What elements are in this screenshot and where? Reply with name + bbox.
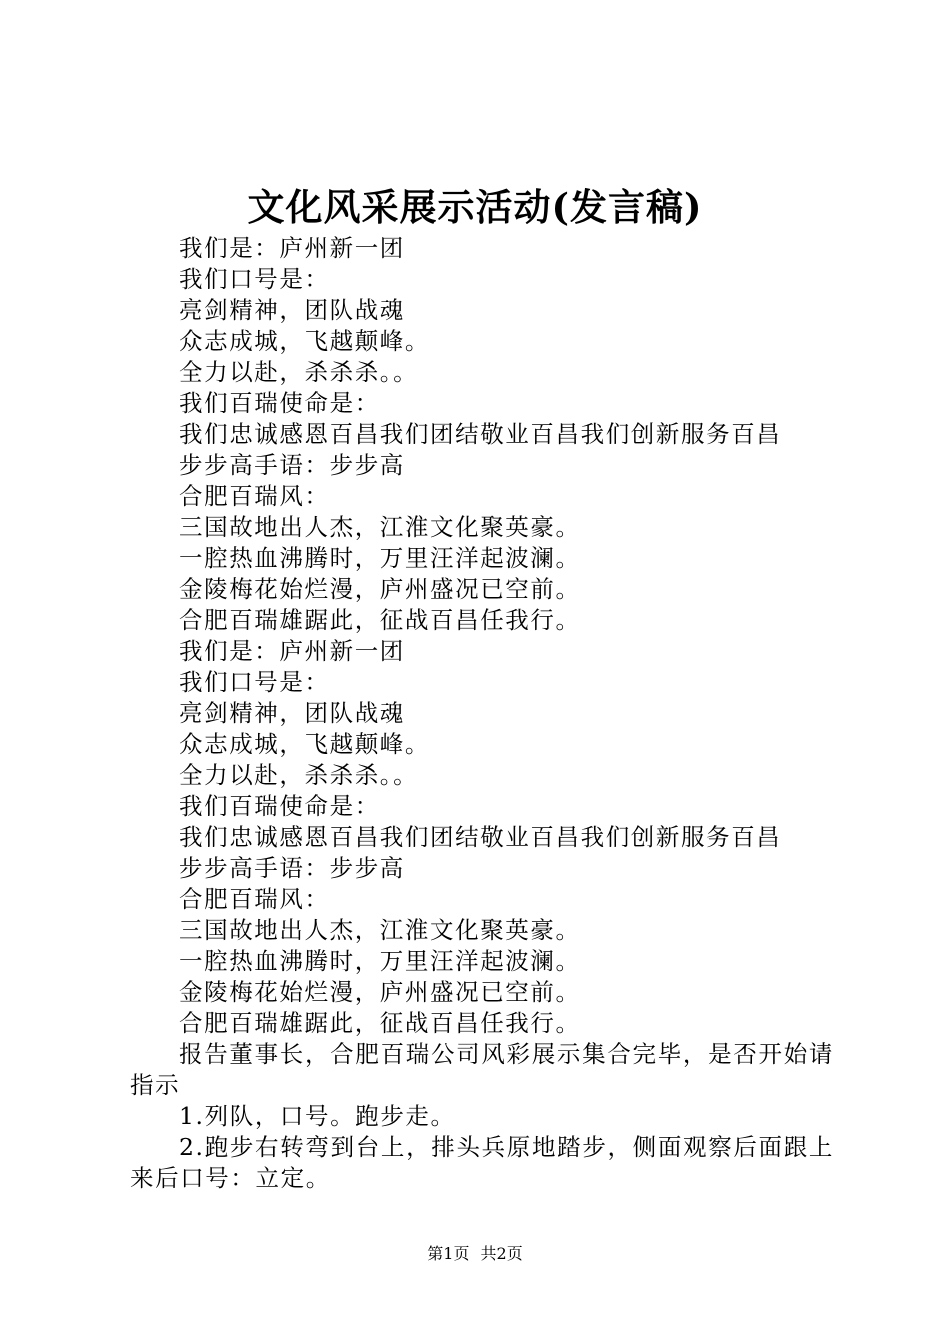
body-line: 亮剑精神，团队战魂	[179, 699, 405, 727]
body-line: 一腔热血沸腾时，万里汪洋起波澜。	[179, 947, 581, 975]
body-line: 合肥百瑞风：	[179, 482, 330, 510]
body-line: 我们是：庐州新一团	[179, 637, 405, 665]
body-line: 金陵梅花始烂漫，庐州盛况已空前。	[179, 575, 581, 603]
page-number: 第1页	[427, 1244, 470, 1263]
body-line: 全力以赴，杀杀杀。。	[179, 358, 419, 386]
body-paragraph: 报告董事长，合肥百瑞公司风彩展示集合完毕，是否开始请指示	[130, 1040, 834, 1099]
body-paragraph: 1.列队，口号。跑步走。	[179, 1102, 456, 1130]
page-footer	[0, 1242, 950, 1266]
body-paragraph: 2.跑步右转弯到台上，排头兵原地踏步，侧面观察后面跟上来后口号：立定。	[130, 1133, 834, 1192]
body-line: 我们忠诚感恩百昌我们团结敬业百昌我们创新服务百昌	[179, 823, 782, 851]
body-line: 我们口号是：	[179, 668, 330, 696]
body-line: 步步高手语：步步高	[179, 854, 405, 882]
body-line: 我们口号是：	[179, 265, 330, 293]
body-line: 众志成城，飞越颠峰。	[179, 730, 430, 758]
body-line: 众志成城，飞越颠峰。	[179, 327, 430, 355]
document-title: 文化风采展示活动(发言稿)	[247, 185, 703, 229]
body-line: 合肥百瑞雄踞此，征战百昌任我行。	[179, 1009, 581, 1037]
body-line: 三国故地出人杰，江淮文化聚英豪。	[179, 513, 581, 541]
body-line: 我们百瑞使命是：	[179, 792, 380, 820]
body-line: 我们百瑞使命是：	[179, 389, 380, 417]
body-line: 合肥百瑞风：	[179, 885, 330, 913]
body-line: 步步高手语：步步高	[179, 451, 405, 479]
body-line: 一腔热血沸腾时，万里汪洋起波澜。	[179, 544, 581, 572]
body-line: 全力以赴，杀杀杀。。	[179, 761, 419, 789]
page-total: 共2页	[480, 1244, 523, 1263]
body-line: 我们是：庐州新一团	[179, 234, 405, 262]
body-line: 金陵梅花始烂漫，庐州盛况已空前。	[179, 978, 581, 1006]
body-line: 合肥百瑞雄踞此，征战百昌任我行。	[179, 606, 581, 634]
body-line: 亮剑精神，团队战魂	[179, 296, 405, 324]
body-line: 三国故地出人杰，江淮文化聚英豪。	[179, 916, 581, 944]
document-body	[130, 233, 834, 1194]
body-line: 我们忠诚感恩百昌我们团结敬业百昌我们创新服务百昌	[179, 420, 782, 448]
